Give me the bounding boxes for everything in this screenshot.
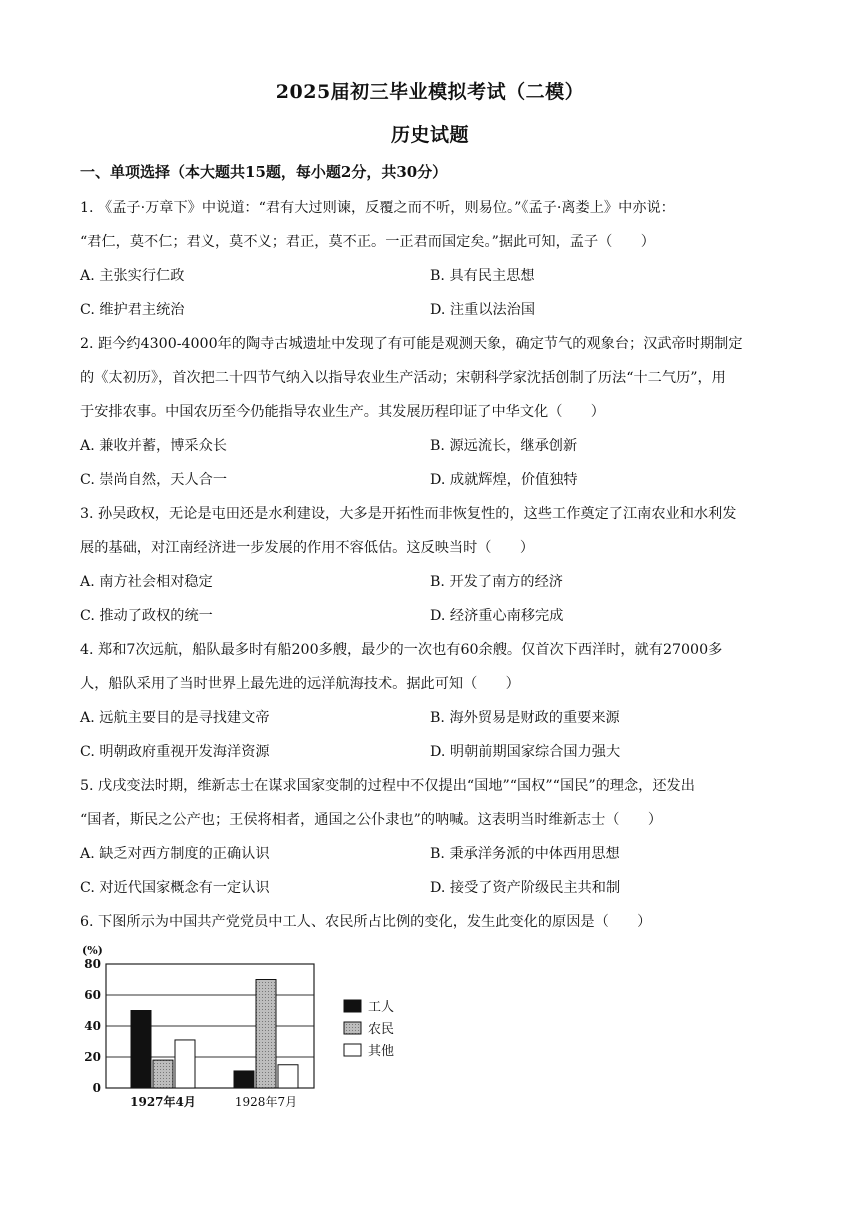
bar bbox=[278, 1065, 298, 1088]
q3-option-a[interactable]: A. 南方社会相对稳定 bbox=[80, 574, 213, 590]
legend-label: 工人 bbox=[368, 1000, 395, 1015]
q4-option-a[interactable]: A. 远航主要目的是寻找建文帝 bbox=[80, 710, 270, 726]
category-label: 1928年7月 bbox=[234, 1095, 298, 1109]
q4-option-c[interactable]: C. 明朝政府重视开发海洋资源 bbox=[80, 744, 270, 760]
bar bbox=[175, 1040, 195, 1088]
q2-line-3: 于安排农事。中国农历至今仍能指导农业生产。其发展历程印证了中华文化（ ） bbox=[80, 404, 605, 420]
section-heading: 一、单项选择（本大题共15题，每小题2分，共30分） bbox=[80, 163, 448, 181]
q2-line-1: 2. 距今约4300-4000年的陶寺古城遗址中发现了有可能是观测天象，确定节气的观象台；汉武帝时期制定 bbox=[80, 336, 743, 352]
bar bbox=[256, 980, 276, 1089]
legend-swatch bbox=[344, 1044, 361, 1056]
q5-option-c[interactable]: C. 对近代国家概念有一定认识 bbox=[80, 880, 270, 896]
q1-option-b[interactable]: B. 具有民主思想 bbox=[430, 268, 535, 284]
q5-option-a[interactable]: A. 缺乏对西方制度的正确认识 bbox=[80, 846, 270, 862]
q1-line-1: 1. 《孟子·万章下》中说道：“君有大过则谏，反覆之而不听，则易位。”《孟子·离娄上》中亦说： bbox=[80, 200, 675, 216]
q4-line-2: 人，船队采用了当时世界上最先进的远洋航海技术。据此可知（ ） bbox=[80, 676, 520, 692]
y-tick-label: 0 bbox=[92, 1081, 101, 1095]
exam-subtitle: 历史试题 bbox=[390, 124, 469, 146]
q6-line-1: 6. 下图所示为中国共产党党员中工人、农民所占比例的变化，发生此变化的原因是（ ） bbox=[80, 914, 652, 930]
q4-line-1: 4. 郑和7次远航，船队最多时有船200多艘，最少的一次也有60余艘。仅首次下西洋时，就有27000多 bbox=[80, 642, 723, 658]
q1-option-d[interactable]: D. 注重以法治国 bbox=[430, 302, 536, 318]
y-tick-label: 20 bbox=[84, 1050, 101, 1064]
q3-line-1: 3. 孙吴政权，无论是屯田还是水利建设，大多是开拓性而非恢复性的，这些工作奠定了江南农业和水利发 bbox=[80, 506, 737, 522]
q3-option-d[interactable]: D. 经济重心南移完成 bbox=[430, 608, 564, 624]
q5-option-b[interactable]: B. 秉承洋务派的中体西用思想 bbox=[430, 846, 620, 862]
q3-line-2: 展的基础，对江南经济进一步发展的作用不容低估。这反映当时（ ） bbox=[80, 540, 535, 556]
legend-swatch bbox=[344, 1000, 361, 1012]
q5-option-d[interactable]: D. 接受了资产阶级民主共和制 bbox=[430, 880, 621, 896]
bar bbox=[153, 1060, 173, 1088]
legend-label: 其他 bbox=[368, 1044, 395, 1059]
y-tick-label: 80 bbox=[84, 957, 101, 971]
q1-option-a[interactable]: A. 主张实行仁政 bbox=[80, 268, 185, 284]
q5-line-1: 5. 戊戌变法时期，维新志士在谋求国家变制的过程中不仅提出“国地”“国权”“国民”的理念，还发出 bbox=[80, 778, 695, 794]
q4-option-b[interactable]: B. 海外贸易是财政的重要来源 bbox=[430, 710, 620, 726]
q1-line-2: “君仁，莫不仁；君义，莫不义；君正，莫不正。一正君而国定矣。”据此可知，孟子（ ） bbox=[80, 234, 655, 250]
q5-line-2: “国者，斯民之公产也；王侯将相者，通国之公仆隶也”的呐喊。这表明当时维新志士（ ） bbox=[80, 812, 663, 828]
q2-option-d[interactable]: D. 成就辉煌，价值独特 bbox=[430, 472, 578, 488]
legend-swatch bbox=[344, 1022, 361, 1034]
q2-line-2: 的《太初历》，首次把二十四节气纳入以指导农业生产活动；宋朝科学家沈括创制了历法“十二气历”，用 bbox=[80, 370, 726, 386]
bar bbox=[234, 1071, 254, 1088]
q2-option-c[interactable]: C. 崇尚自然，天人合一 bbox=[80, 472, 228, 488]
party-member-ratio-chart bbox=[76, 940, 416, 1115]
q4-option-d[interactable]: D. 明朝前期国家综合国力强大 bbox=[430, 744, 621, 760]
exam-title: 2025届初三毕业模拟考试（二模） bbox=[275, 81, 585, 103]
category-label: 1927年4月 bbox=[130, 1095, 196, 1109]
legend-label: 农民 bbox=[368, 1022, 395, 1037]
y-tick-label: 40 bbox=[84, 1019, 101, 1033]
q3-option-c[interactable]: C. 推动了政权的统一 bbox=[80, 608, 213, 624]
q3-option-b[interactable]: B. 开发了南方的经济 bbox=[430, 574, 563, 590]
q1-option-c[interactable]: C. 维护君主统治 bbox=[80, 302, 185, 318]
q2-option-a[interactable]: A. 兼收并蓄，博采众长 bbox=[80, 438, 227, 454]
y-axis-label: (%) bbox=[82, 944, 103, 957]
y-tick-label: 60 bbox=[84, 988, 101, 1002]
bar bbox=[131, 1011, 151, 1089]
q2-option-b[interactable]: B. 源远流长，继承创新 bbox=[430, 438, 578, 454]
